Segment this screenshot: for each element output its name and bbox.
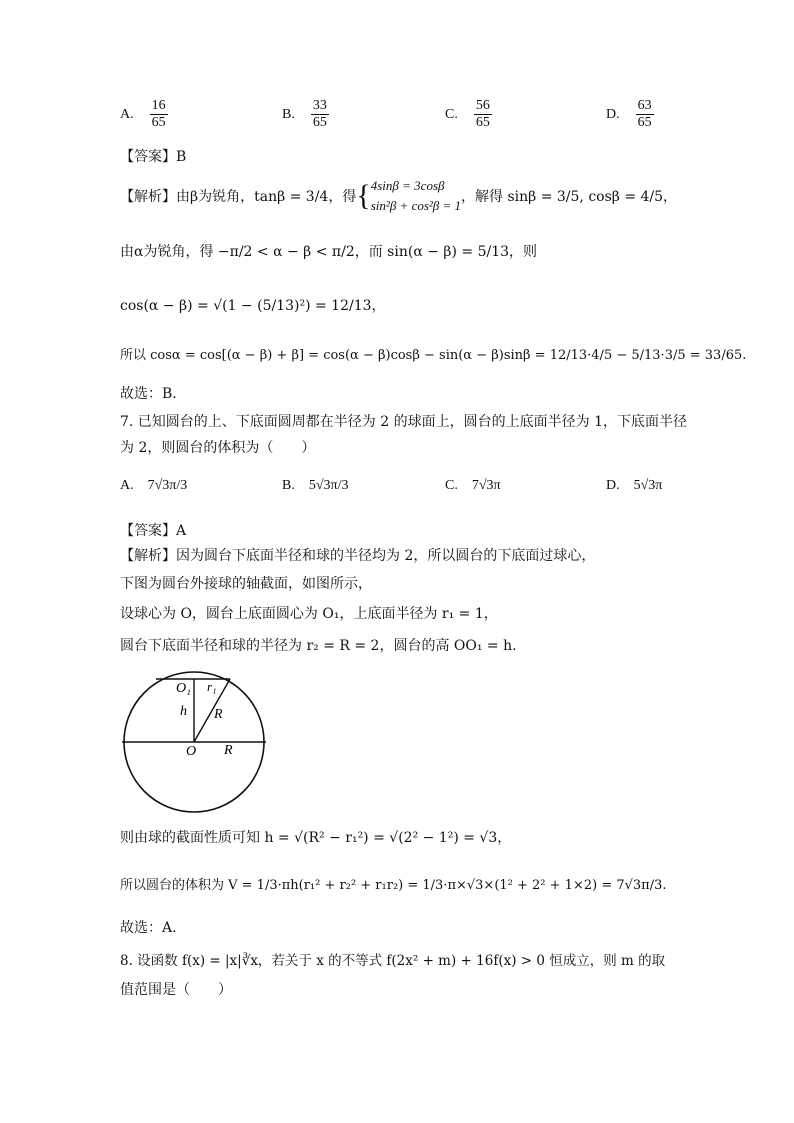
q7-analysis-line-2: 下图为圆台外接球的轴截面，如图所示， [120,576,372,592]
label-r-slant: R [214,707,223,722]
q6-option-d[interactable]: D. $\frac{63}{65}$ [606,98,652,130]
q7-analysis-line-5: 则由球的截面性质可知 h = √(R² − r₁²) = √(2² − 1²) = √3， [120,830,512,846]
q7-analysis-line-1: 【解析】 因为圆台下底面半径和球的半径均为 2，所以圆台的下底面过球心， [120,548,596,564]
label-r-base: R [224,743,233,758]
fraction: $\frac{33}{65}$ [312,98,327,130]
label-r1: r₁ [207,679,217,694]
q6-analysis-line-3: cos(α − β) = √(1 − (5/13)²) = 12/13， [120,298,386,314]
fraction: $\frac{16}{65}$ [151,98,166,130]
q7-stem-1: 7. 已知圆台的上、下底面圆周都在半径为 2 的球面上，圆台的上底面半径为 1，下底面半径 [120,414,687,430]
q6-analysis-line-4: 所以 cosα = cos[(α − β) + β] = cos(α − β)cosβ − sin(α − β)sinβ = 12/13·4/5 − 5/13·3/5 = 33/65. [120,347,747,363]
q8-stem-2: 值范围是（ ） [120,982,232,998]
q7-analysis-line-3: 设球心为 O，圆台上底面圆心为 O₁，上底面半径为 r₁ = 1， [120,606,498,622]
q6-option-c[interactable]: C. $\frac{56}{65}$ [445,98,490,130]
q6-answer: 【答案】B [120,149,187,165]
q7-analysis-line-4: 圆台下底面半径和球的半径为 r₂ = R = 2，圆台的高 OO₁ = h. [120,638,517,654]
q6-choose: 故选：B. [120,386,177,402]
q7-stem-2: 为 2，则圆台的体积为（ ） [120,440,316,456]
q7-analysis-line-6: 所以圆台的体积为 V = 1/3·πh(r₁² + r₂² + r₁r₂) = 1/3·π×√3×(1² + 2² + 1×2) = 7√3π/3. [120,877,667,893]
q7-option-c[interactable]: C. 7√3π [445,478,501,493]
q6-option-a[interactable]: A. $\frac{16}{65}$ [120,98,166,130]
q6-analysis-line-2: 由α为锐角，得 −π/2 < α − β < π/2，而 sin(α − β) = 5/13，则 [120,244,538,260]
label-o: O [186,744,197,759]
label-h: h [180,704,187,719]
q7-option-b[interactable]: B. 5√3π/3 [282,478,349,493]
q7-option-a[interactable]: A. 7√3π/3 [120,478,188,493]
q7-option-d[interactable]: D. 5√3π [606,478,663,493]
label-o1: O₁ [176,681,191,696]
q7-answer: 【答案】A [120,523,187,539]
brace-symbol: { [356,179,371,212]
q8-stem-1: 8. 设函数 f(x) = |x|∛x，若关于 x 的不等式 f(2x² + m) + 16f(x) > 0 恒成立，则 m 的取 [120,953,666,969]
fraction: $\frac{63}{65}$ [637,98,652,130]
q7-choose: 故选：A. [120,920,177,936]
fraction: $\frac{56}{65}$ [475,98,490,130]
equation-system: 4sinβ = 3cosβ sin²β + cos²β = 1 [370,178,462,213]
q6-option-b[interactable]: B. $\frac{33}{65}$ [282,98,327,130]
q6-analysis-line-1: 【解析】 由β为锐角，tanβ = 3/4，得 { 4sinβ = 3cosβ sin²β + cos²β = 1 ，解得 sinβ = 3/5, cosβ = 4/5， [120,176,677,216]
sphere-cross-section-diagram [118,670,278,816]
